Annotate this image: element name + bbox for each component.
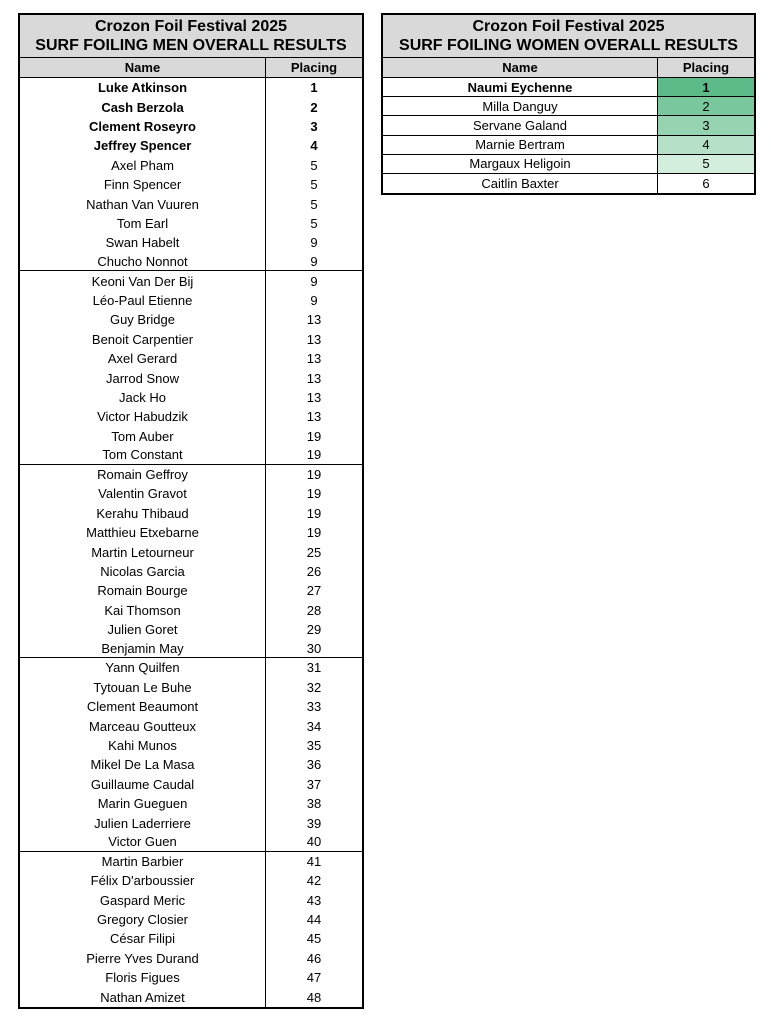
table-row: [20, 368, 362, 387]
athlete-placing: 36: [306, 757, 322, 773]
athlete-name: Clement Beaumont: [20, 697, 266, 716]
men-title-line1: Crozon Foil Festival 2025: [94, 18, 288, 35]
table-row: [20, 136, 362, 155]
athlete-placing: 9: [310, 292, 318, 308]
athlete-name: Benjamin May: [20, 639, 266, 657]
athlete-name: Cash Berzola: [20, 97, 266, 116]
women-results-table: [381, 13, 756, 195]
athlete-name: Romain Geffroy: [20, 465, 266, 484]
athlete-placing: 39: [306, 815, 322, 831]
women-header-row: [383, 58, 754, 78]
table-row: [383, 78, 754, 97]
athlete-name: Martin Barbier: [20, 852, 266, 871]
women-title-line2: SURF FOILING WOMEN OVERALL RESULTS: [399, 37, 738, 54]
table-row: [20, 949, 362, 968]
athlete-name: Keoni Van Der Bij: [20, 271, 266, 290]
athlete-placing: 41: [306, 853, 322, 869]
table-row: [20, 504, 362, 523]
athlete-name: Tom Earl: [20, 214, 266, 233]
athlete-placing: 33: [306, 699, 322, 715]
table-row: [20, 601, 362, 620]
athlete-placing: 9: [310, 235, 318, 251]
athlete-name: Guy Bridge: [20, 310, 266, 329]
athlete-placing: 5: [310, 196, 318, 212]
table-row: [20, 465, 362, 484]
athlete-placing: 31: [306, 660, 322, 676]
athlete-name: Luke Atkinson: [20, 78, 266, 97]
athlete-placing: 28: [306, 602, 322, 618]
table-row: [20, 581, 362, 600]
athlete-name: Benoit Carpentier: [20, 330, 266, 349]
athlete-placing: 43: [306, 892, 322, 908]
men-table-title: [20, 15, 362, 58]
table-row: [20, 330, 362, 349]
women-table-title: [383, 15, 754, 58]
table-row: [383, 155, 754, 174]
athlete-name: Marin Gueguen: [20, 794, 266, 813]
athlete-placing: 9: [310, 273, 318, 289]
table-row: [20, 871, 362, 890]
athlete-name: Martin Letourneur: [20, 542, 266, 561]
athlete-placing: 13: [306, 409, 322, 425]
table-row: [20, 929, 362, 948]
athlete-placing: 5: [658, 155, 754, 173]
table-row: [20, 697, 362, 716]
men-table-body: [20, 78, 362, 1007]
women-col-placing: Placing: [682, 60, 730, 75]
athlete-name: Clement Roseyro: [20, 117, 266, 136]
athlete-placing: 13: [306, 312, 322, 328]
table-row: [20, 542, 362, 561]
table-row: [20, 175, 362, 194]
athlete-placing: 47: [306, 970, 322, 986]
athlete-name: Axel Pham: [20, 156, 266, 175]
table-row: [20, 156, 362, 175]
athlete-name: Margaux Heligoin: [383, 155, 658, 173]
athlete-name: César Filipi: [20, 929, 266, 948]
athlete-name: Félix D'arboussier: [20, 871, 266, 890]
table-row: [20, 310, 362, 329]
athlete-placing: 35: [306, 737, 322, 753]
athlete-placing: 6: [658, 174, 754, 193]
table-row: [383, 97, 754, 116]
athlete-placing: 2: [658, 97, 754, 115]
men-col-placing: Placing: [290, 60, 338, 75]
athlete-placing: 2: [310, 99, 318, 115]
table-row: [20, 78, 362, 97]
women-table-body: [383, 78, 754, 193]
athlete-placing: 13: [306, 389, 322, 405]
women-title-line1: Crozon Foil Festival 2025: [472, 18, 665, 35]
athlete-placing: 46: [306, 950, 322, 966]
men-title-line2: SURF FOILING MEN OVERALL RESULTS: [35, 37, 347, 54]
athlete-name: Nathan Amizet: [20, 987, 266, 1006]
table-row: [20, 987, 362, 1006]
athlete-placing: 37: [306, 776, 322, 792]
table-row: [20, 736, 362, 755]
table-row: [20, 214, 362, 233]
athlete-placing: 38: [306, 796, 322, 812]
athlete-name: Kerahu Thibaud: [20, 504, 266, 523]
athlete-placing: 3: [658, 116, 754, 134]
table-row: [20, 484, 362, 503]
athlete-name: Nathan Van Vuuren: [20, 194, 266, 213]
athlete-placing: 4: [310, 138, 318, 154]
women-col-name: Name: [383, 58, 658, 77]
athlete-placing: 19: [306, 486, 322, 502]
athlete-name: Servane Galand: [383, 116, 658, 134]
table-row: [20, 253, 362, 272]
table-row: [20, 407, 362, 426]
athlete-placing: 25: [306, 544, 322, 560]
athlete-name: Yann Quilfen: [20, 658, 266, 677]
table-row: [20, 271, 362, 290]
athlete-name: Victor Guen: [20, 833, 266, 851]
athlete-name: Valentin Gravot: [20, 484, 266, 503]
athlete-placing: 5: [310, 177, 318, 193]
table-row: [20, 117, 362, 136]
athlete-placing: 19: [306, 447, 322, 463]
athlete-placing: 1: [658, 78, 754, 96]
athlete-placing: 9: [310, 253, 318, 269]
athlete-placing: 3: [310, 118, 318, 134]
table-row: [20, 658, 362, 677]
athlete-placing: 32: [306, 679, 322, 695]
athlete-name: Axel Gerard: [20, 349, 266, 368]
table-row: [20, 562, 362, 581]
table-row: [20, 194, 362, 213]
athlete-placing: 19: [306, 467, 322, 482]
athlete-placing: 44: [306, 911, 322, 927]
table-row: [20, 813, 362, 832]
athlete-name: Jarrod Snow: [20, 368, 266, 387]
athlete-name: Léo-Paul Etienne: [20, 291, 266, 310]
athlete-placing: 5: [310, 215, 318, 231]
athlete-name: Jeffrey Spencer: [20, 136, 266, 155]
athlete-placing: 45: [306, 931, 322, 947]
athlete-placing: 48: [306, 989, 322, 1005]
table-row: [20, 291, 362, 310]
athlete-name: Gregory Closier: [20, 910, 266, 929]
table-row: [20, 968, 362, 987]
men-results-table: [18, 13, 364, 1009]
athlete-name: Tytouan Le Buhe: [20, 678, 266, 697]
table-row: [383, 136, 754, 155]
athlete-name: Nicolas Garcia: [20, 562, 266, 581]
table-row: [20, 716, 362, 735]
athlete-name: Tom Auber: [20, 427, 266, 446]
athlete-placing: 27: [306, 583, 322, 599]
athlete-placing: 30: [306, 640, 322, 656]
athlete-name: Julien Laderriere: [20, 813, 266, 832]
athlete-placing: 42: [306, 873, 322, 889]
athlete-name: Kai Thomson: [20, 601, 266, 620]
athlete-name: Jack Ho: [20, 388, 266, 407]
table-row: [383, 116, 754, 135]
athlete-placing: 13: [306, 331, 322, 347]
athlete-name: Matthieu Etxebarne: [20, 523, 266, 542]
table-row: [20, 639, 362, 658]
table-row: [20, 446, 362, 465]
athlete-placing: 4: [658, 136, 754, 154]
table-row: [20, 427, 362, 446]
table-row: [20, 794, 362, 813]
athlete-name: Naumi Eychenne: [383, 78, 658, 96]
table-row: [20, 890, 362, 909]
athlete-name: Mikel De La Masa: [20, 755, 266, 774]
table-row: [20, 755, 362, 774]
table-row: [20, 910, 362, 929]
table-row: [383, 174, 754, 193]
athlete-name: Caitlin Baxter: [383, 174, 658, 193]
athlete-name: Swan Habelt: [20, 233, 266, 252]
athlete-placing: 5: [310, 157, 318, 173]
athlete-placing: 29: [306, 622, 322, 638]
table-row: [20, 233, 362, 252]
men-header-row: [20, 58, 362, 78]
table-row: [20, 388, 362, 407]
athlete-name: Floris Figues: [20, 968, 266, 987]
athlete-placing: 19: [306, 505, 322, 521]
table-row: [20, 678, 362, 697]
table-row: [20, 620, 362, 639]
athlete-placing: 19: [306, 525, 322, 541]
athlete-placing: 34: [306, 718, 322, 734]
men-col-name: Name: [20, 58, 266, 77]
athlete-name: Finn Spencer: [20, 175, 266, 194]
athlete-placing: 13: [306, 351, 322, 367]
athlete-name: Guillaume Caudal: [20, 775, 266, 794]
athlete-name: Milla Danguy: [383, 97, 658, 115]
athlete-name: Gaspard Meric: [20, 890, 266, 909]
athlete-name: Pierre Yves Durand: [20, 949, 266, 968]
athlete-name: Romain Bourge: [20, 581, 266, 600]
table-row: [20, 833, 362, 852]
athlete-placing: 26: [306, 563, 322, 579]
athlete-name: Kahi Munos: [20, 736, 266, 755]
athlete-placing: 1: [310, 80, 318, 96]
athlete-name: Victor Habudzik: [20, 407, 266, 426]
athlete-placing: 13: [306, 370, 322, 386]
athlete-name: Tom Constant: [20, 446, 266, 464]
table-row: [20, 523, 362, 542]
table-row: [20, 349, 362, 368]
athlete-placing: 40: [306, 834, 322, 850]
table-row: [20, 97, 362, 116]
table-row: [20, 852, 362, 871]
athlete-name: Marceau Goutteux: [20, 716, 266, 735]
athlete-name: Julien Goret: [20, 620, 266, 639]
athlete-name: Marnie Bertram: [383, 136, 658, 154]
athlete-name: Chucho Nonnot: [20, 253, 266, 271]
athlete-placing: 19: [306, 428, 322, 444]
table-row: [20, 775, 362, 794]
